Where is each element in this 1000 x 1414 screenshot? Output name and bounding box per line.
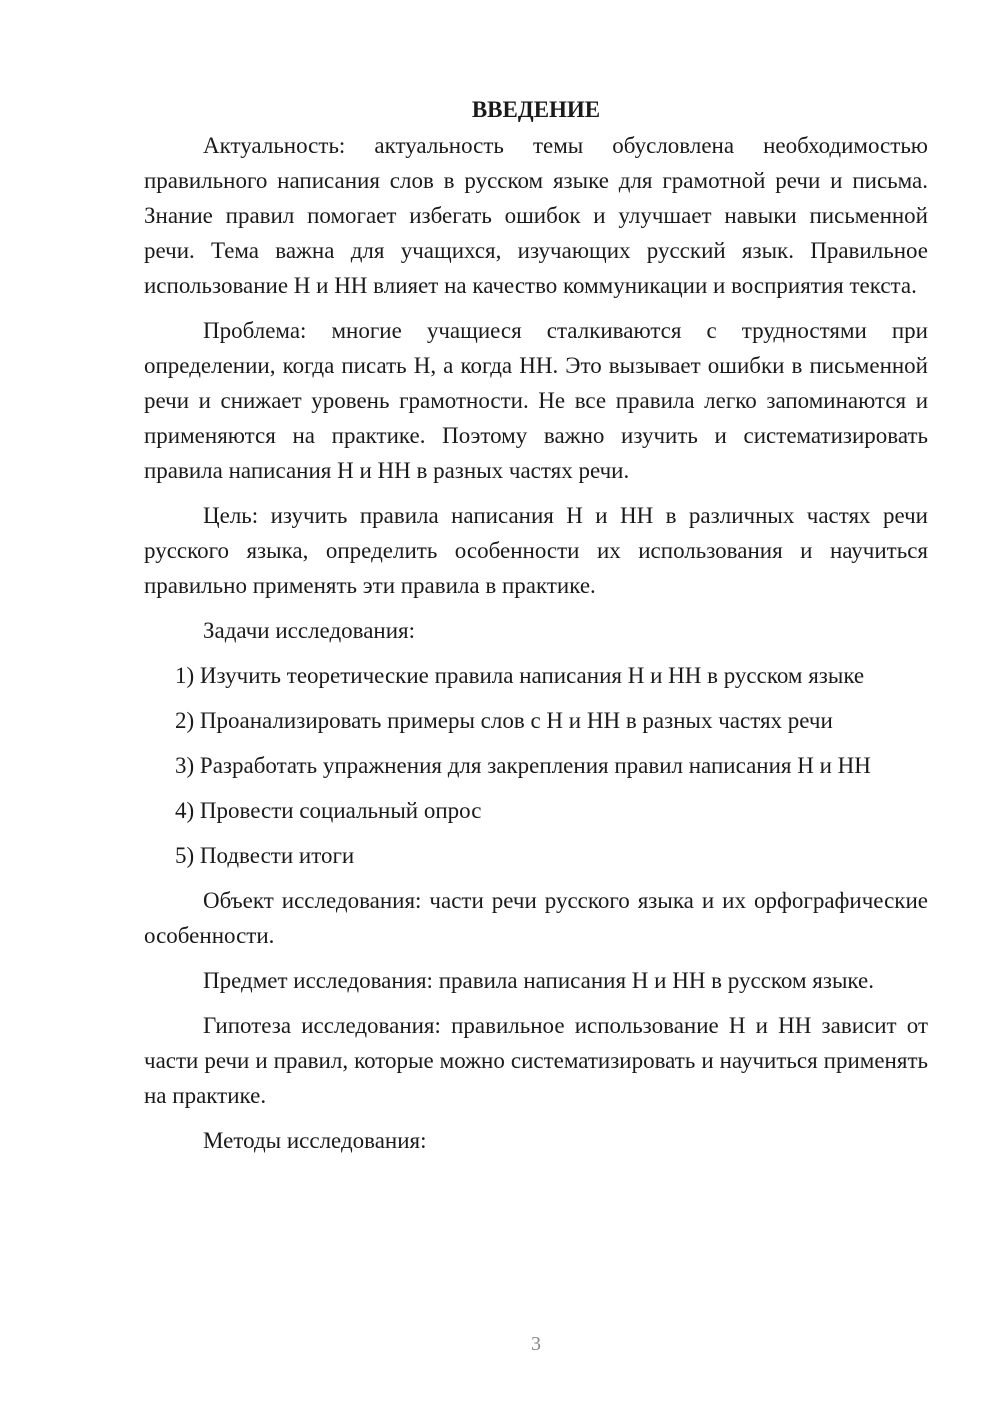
task-item: 1) Изучить теоретические правила написания Н и НН в русском языке	[175, 663, 865, 688]
object-paragraph: Объект исследования: части речи русского языка и их орфографические особенности.	[144, 888, 928, 948]
relevance-paragraph: Актуальность: актуальность темы обусловлена необходимостью правильного написания слов в русском языке для грамотной речи и письма. Знание правил помогает избегать ошибок и улучшает навыки письменной речи. Тема важна для учащихся, изучающих русский язык. Правильное использование Н и НН влияет на качество коммуникации и восприятия текста.	[144, 133, 928, 298]
problem-paragraph: Проблема: многие учащиеся сталкиваются с трудностями при определении, когда писать Н, а когда НН. Это вызывает ошибки в письменной речи и снижает уровень грамотности. Не все правила легко запоминаются и применяются на практике. Поэтому важно изучить и систематизировать правила написания Н и НН в разных частях речи.	[144, 318, 928, 483]
task-item: 2) Проанализировать примеры слов с Н и НН в разных частях речи	[175, 708, 833, 733]
task-item: 5) Подвести итоги	[175, 843, 355, 868]
goal-paragraph: Цель: изучить правила написания Н и НН в различных частях речи русского языка, определить особенности их использования и научиться правильно применять эти правила в практике.	[144, 503, 928, 598]
task-item: 4) Провести социальный опрос	[175, 798, 482, 823]
subject-paragraph: Предмет исследования: правила написания Н и НН в русском языке.	[203, 968, 874, 993]
page-title: ВВЕДЕНИЕ	[471, 97, 601, 122]
tasks-heading: Задачи исследования:	[203, 618, 416, 643]
task-item: 3) Разработать упражнения для закрепления правил написания Н и НН	[175, 753, 871, 778]
document-page	[144, 92, 928, 1168]
page-number: 3	[531, 1333, 541, 1355]
methods-heading: Методы исследования:	[203, 1128, 427, 1153]
hypothesis-paragraph: Гипотеза исследования: правильное использование Н и НН зависит от части речи и правил, которые можно систематизировать и научиться применять на практике.	[144, 1013, 928, 1108]
